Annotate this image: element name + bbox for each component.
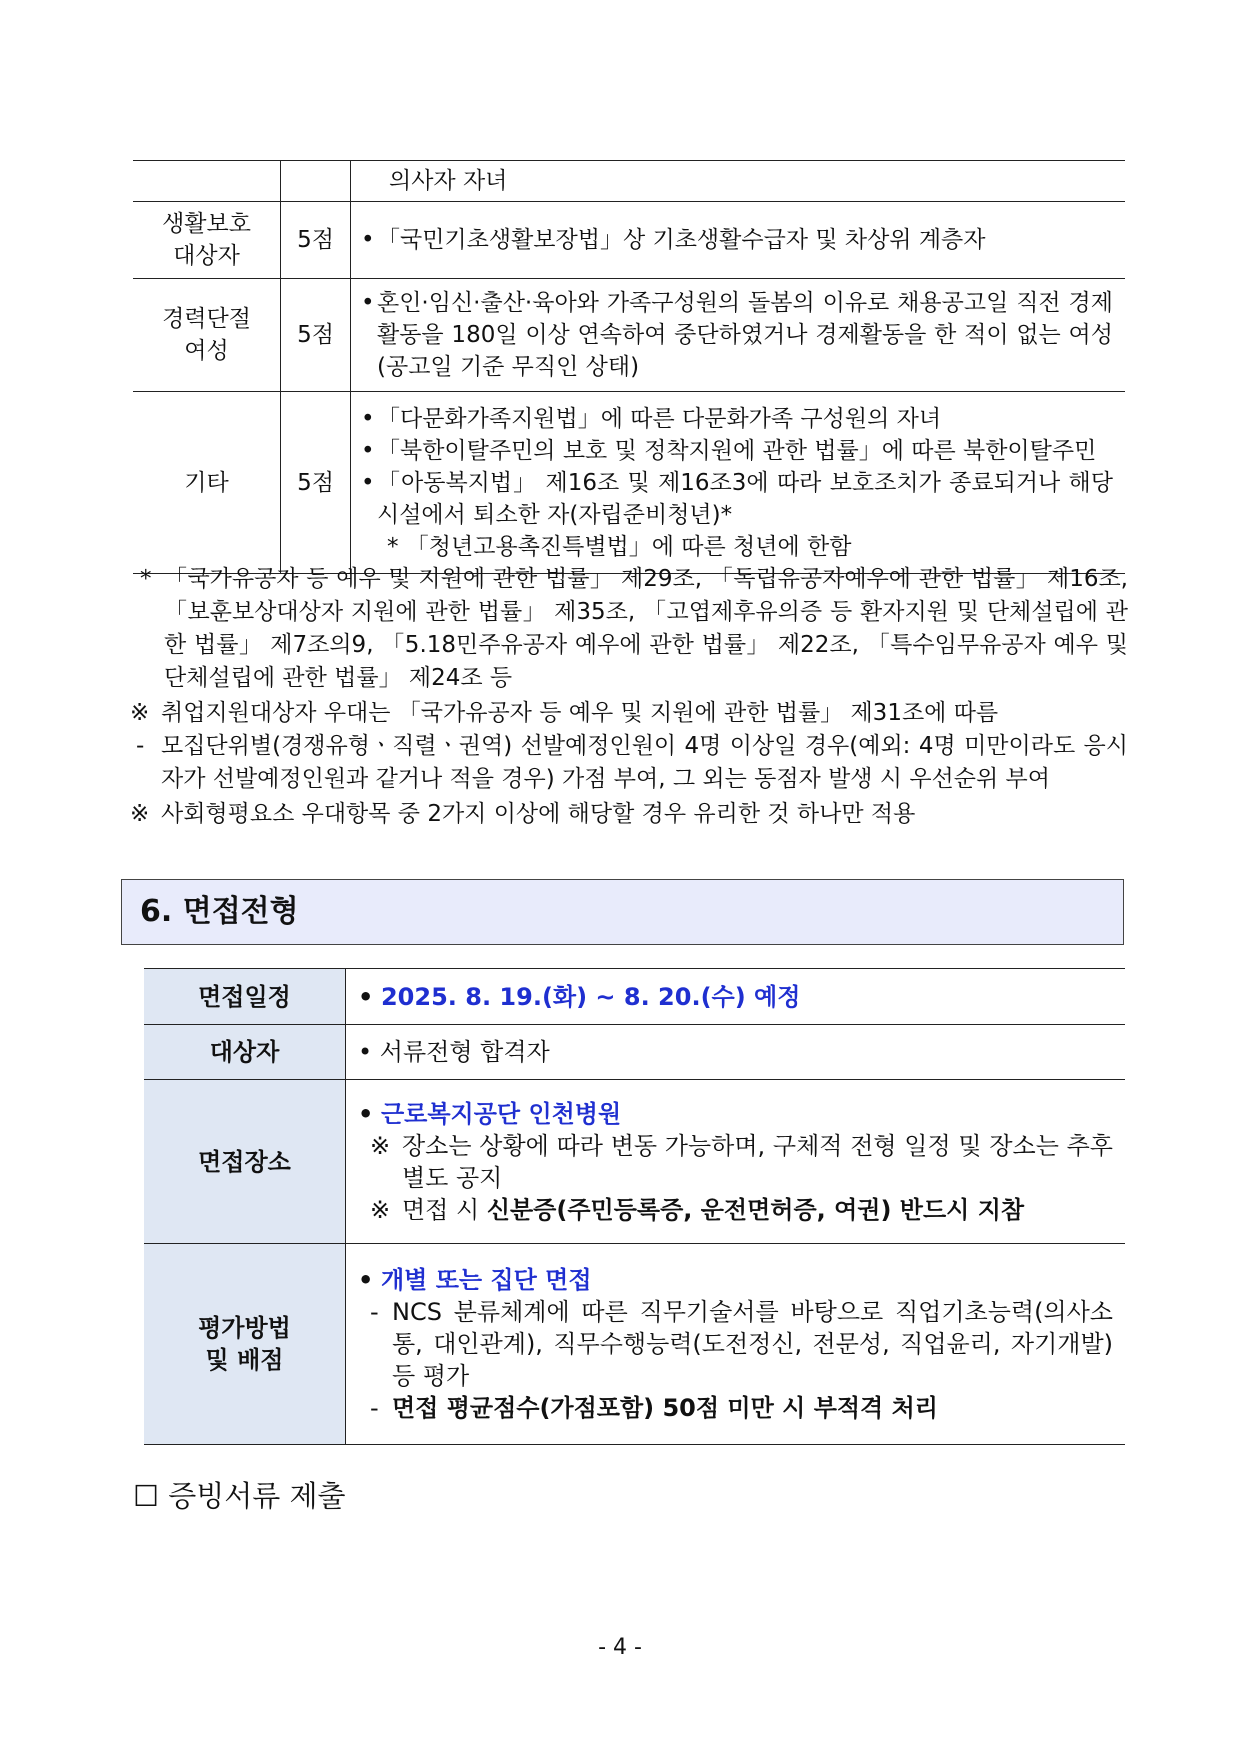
preference-table — [133, 160, 1125, 574]
schedule-value: 2025. 8. 19.(화) ~ 8. 20.(수) 예정 — [380, 982, 801, 1011]
refmark-icon: ※ — [130, 700, 150, 726]
detail-cell — [351, 279, 1126, 392]
score-cell — [281, 392, 351, 574]
table-row — [133, 161, 1125, 202]
list-item — [358, 1194, 1113, 1226]
note-text: 「국가유공자 등 예우 및 지원에 관한 법률」 제29조, 「독립유공자예우에 관한 법률」 제16조, 「보훈보상대상자 지원에 관한 법률」 제35조, 「고엽제후유의증 등 환자지원 및 단체설립에 관한 법률」 제7조의9, 「5.18민주유공자 예우에 관한 법률」 제22조, 「특수임무유공자 예우 및 단체설립에 관한 법률」 제24조 등 — [164, 566, 1128, 691]
category-cell — [133, 161, 281, 202]
table-row — [144, 1244, 1125, 1445]
list-item — [358, 1264, 1113, 1296]
refmark-icon: ※ — [370, 1195, 391, 1224]
bullet-icon: • — [361, 227, 375, 253]
bullet-icon: • — [361, 290, 375, 316]
list-item: • 「다문화가족지원법」에 따른 다문화가족 구성원의 자녀 — [361, 403, 1113, 435]
target-label: 대상자 — [144, 1025, 346, 1080]
refmark-icon: ※ — [370, 1131, 391, 1160]
score-label: 5점 — [297, 322, 334, 348]
score-cell — [281, 279, 351, 392]
table-row — [133, 279, 1125, 392]
bullet-icon: • — [361, 469, 375, 496]
interview-table — [144, 968, 1125, 1445]
target-value: 서류전형 합격자 — [379, 1038, 550, 1066]
score-label: 5점 — [297, 227, 334, 253]
method-cell — [346, 1244, 1126, 1445]
dash-mark: - — [370, 1298, 379, 1326]
bullet-icon: • — [358, 1266, 374, 1294]
category-cell — [133, 392, 281, 574]
table-row — [133, 392, 1125, 574]
notes-block — [130, 563, 1128, 831]
target-cell — [346, 1025, 1126, 1080]
checkbox-icon: ☐ — [133, 1479, 159, 1513]
bullet-icon: • — [358, 1099, 374, 1128]
note-text: 사회형평요소 우대항목 중 2가지 이상에 해당할 경우 유리한 것 하나만 적용 — [161, 801, 916, 827]
score-label: 5점 — [297, 469, 334, 496]
category-label: 생활보호 대상자 — [162, 211, 251, 269]
schedule-label: 면접일정 — [144, 969, 346, 1025]
method-sub: NCS 분류체계에 따른 직무기술서를 바탕으로 직업기초능력(의사소통, 대인관계), 직무수행능력(도전정신, 전문성, 직업윤리, 자기개발) 등 평가 — [392, 1298, 1113, 1390]
place-label: 면접장소 — [144, 1080, 346, 1244]
list-item: • 「국민기초생활보장법」상 기초생활수급자 및 차상위 계층자 — [361, 224, 1113, 256]
table-row — [133, 202, 1125, 279]
place-cell — [346, 1080, 1126, 1244]
detail-text: 의사자 자녀 — [389, 168, 508, 194]
method-sub: 면접 평균점수(가점포함) 50점 미만 시 부적격 처리 — [392, 1394, 938, 1422]
place-note: 면접 시 신분증(주민등록증, 운전면허증, 여권) 반드시 지참 — [402, 1195, 1025, 1224]
list-item — [358, 1130, 1113, 1194]
footer-heading: ☐ 증빙서류 제출 — [133, 1479, 346, 1513]
category-cell — [133, 279, 281, 392]
method-value: 개별 또는 집단 면접 — [380, 1266, 592, 1294]
list-item: • 「아동복지법」 제16조 및 제16조3에 따라 보호조치가 종료되거나 해당 시설에서 퇴소한 자(자립준비청년)* — [361, 467, 1113, 531]
table-row — [144, 969, 1125, 1025]
bullet-icon: • — [361, 405, 375, 432]
detail-cell — [351, 202, 1126, 279]
bullet-icon: • — [361, 437, 375, 464]
score-cell — [281, 202, 351, 279]
table-row — [144, 1025, 1125, 1080]
dash-mark: - — [370, 1394, 379, 1422]
category-label: 경력단절 여성 — [162, 306, 251, 364]
list-item: • 혼인·임신·출산·육아와 가족구성원의 돌봄의 이유로 채용공고일 직전 경제활동을 180일 이상 연속하여 중단하였거나 경제활동을 한 적이 없는 여성(공고일 기준 무직인 상태) — [361, 287, 1113, 383]
table-row — [144, 1080, 1125, 1244]
bullet-icon: • — [358, 982, 374, 1011]
schedule-cell — [346, 969, 1126, 1025]
place-value: 근로복지공단 인천병원 — [380, 1099, 622, 1128]
dash-mark: - — [136, 733, 145, 759]
list-item — [358, 1392, 1113, 1424]
category-label: 기타 — [184, 469, 229, 496]
place-note: 장소는 상황에 따라 변동 가능하며, 구체적 전형 일정 및 장소는 추후 별도 공지 — [402, 1131, 1113, 1192]
detail-cell — [351, 392, 1126, 574]
note-text: 취업지원대상자 우대는 「국가유공자 등 예우 및 지원에 관한 법률」 제31조에 따름 — [161, 700, 999, 726]
list-item: • 「북한이탈주민의 보호 및 정착지원에 관한 법률」에 따른 북한이탈주민 — [361, 435, 1113, 467]
note-item — [130, 563, 1128, 695]
page-number: - 4 - — [598, 1635, 642, 1660]
note-item — [130, 730, 1128, 796]
note-item — [130, 798, 1128, 831]
method-label: 평가방법 및 배점 — [144, 1244, 346, 1445]
score-cell — [281, 161, 351, 202]
detail-cell — [351, 161, 1126, 202]
list-item — [358, 1098, 1113, 1130]
asterisk-mark: * — [140, 566, 152, 592]
note-text: 모집단위별(경쟁유형ㆍ직렬ㆍ권역) 선발예정인원이 4명 이상일 경우(예외: 4명 미만이라도 응시자가 선발예정인원과 같거나 적을 경우) 가점 부여, 그 외는 동점자 발생 시 우선순위 부여 — [161, 733, 1128, 792]
sub-note: * 「청년고용촉진특별법」에 따른 청년에 한함 — [387, 533, 852, 560]
note-item — [130, 697, 1128, 730]
category-cell — [133, 202, 281, 279]
refmark-icon: ※ — [130, 801, 150, 827]
bullet-icon: • — [358, 1038, 373, 1066]
list-item — [358, 1296, 1113, 1392]
section-title: 6. 면접전형 — [121, 879, 1124, 945]
